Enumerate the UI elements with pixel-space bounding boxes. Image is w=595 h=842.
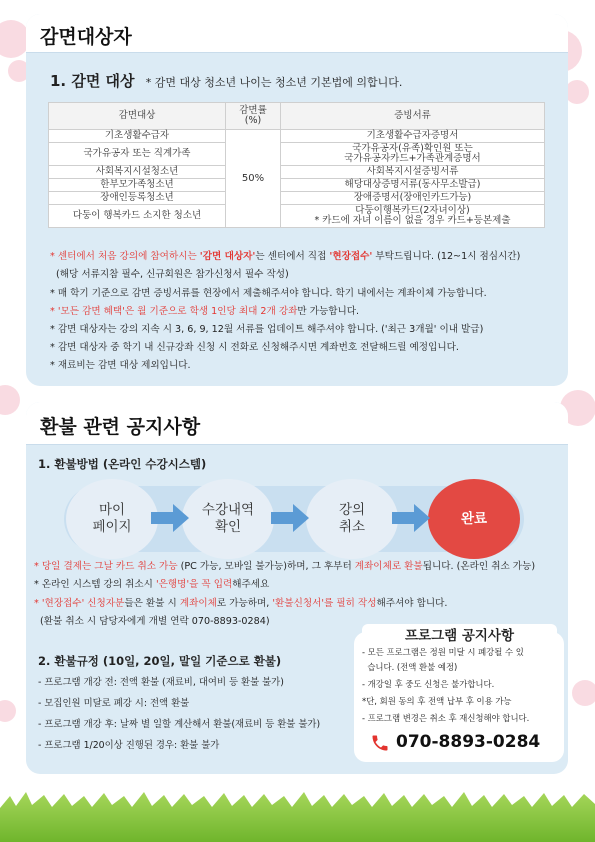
refund-rule: - 프로그램 1/20이상 진행된 경우: 환불 불가	[38, 740, 220, 751]
grass	[0, 790, 595, 842]
deduction-note-1: * 센터에서 처음 강의에 참여하시는 '감면 대상자'는 센터에서 직접 '현장접수' 부탁드립니다. (12~1시 점심시간)	[50, 251, 521, 262]
arrow-right-icon	[151, 504, 189, 532]
rate-cell: 50%	[226, 130, 281, 228]
refund-note-2: * 온라인 시스템 강의 취소시 '은행명'을 꼭 입력해주세요	[34, 579, 270, 590]
arrow-right-icon	[392, 504, 430, 532]
step-complete: 완료	[428, 479, 520, 559]
table-row: 다둥이 행복카드 소지한 청소년 다둥이행복카드(2자녀이상) * 카드에 자녀 이름이 없을 경우 카드+등본제출	[49, 205, 545, 228]
table-header: 증빙서류	[281, 103, 545, 130]
table-row: 한부모가족청소년 해당대상증명서류(동사무소발급)	[49, 179, 545, 192]
deduction-note-1b: (해당 서류지참 필수, 신규회원은 참가신청서 필수 작성)	[56, 269, 289, 280]
deduction-note-5: * 감면 대상자 중 학기 내 신규강좌 신청 시 전화로 신청해주시면 계좌번호 전달해드릴 예정입니다.	[50, 342, 459, 353]
refund-method-heading: 1. 환불방법 (온라인 수강시스템)	[38, 457, 207, 471]
program-notice-item: - 개강일 후 중도 신청은 불가합니다.	[362, 679, 495, 689]
deduction-heading: 1. 감면 대상 * 감면 대상 청소년 나이는 청소년 기본법에 의합니다.	[50, 72, 403, 90]
table-header: 감면률 (%)	[226, 103, 281, 130]
refund-rule: - 프로그램 개강 후: 날짜 별 일할 계산해서 환불(재료비 등 환불 불가)	[38, 719, 321, 730]
program-notice-item: - 모든 프로그램은 정원 미달 시 폐강될 수 있	[362, 647, 524, 657]
refund-rule: - 모집인원 미달로 폐강 시: 전액 환불	[38, 698, 190, 709]
phone-number[interactable]: 070-8893-0284	[396, 732, 541, 752]
arrow-right-icon	[271, 504, 309, 532]
deduction-title-bar	[26, 14, 568, 53]
table-row: 국가유공자 또는 직계가족 국가유공자(유족)확인원 또는 국가유공자카드+가족관계증명서	[49, 143, 545, 166]
program-notice-item: *단, 회원 동의 후 전액 납부 후 이용 가능	[362, 696, 512, 706]
program-notice-title: 프로그램 공지사항	[362, 624, 557, 644]
refund-rule: - 프로그램 개강 전: 전액 환불 (재료비, 대여비 등 환불 불가)	[38, 677, 284, 688]
refund-rules-heading: 2. 환불규정 (10일, 20일, 말일 기준으로 환불)	[38, 654, 282, 668]
deduction-note-4: * 감면 대상자는 강의 지속 시 3, 6, 9, 12월 서류를 업데이트 해주셔야 합니다. ('최근 3개월' 이내 발급)	[50, 324, 484, 335]
deduction-note-6: * 재료비는 감면 대상 제외입니다.	[50, 360, 191, 371]
step-cancel-course: 강의 취소	[306, 479, 398, 559]
refund-note-3: * '현장접수' 신청자분들은 환불 시 계좌이체로 가능하며, '환불신청서'를 필히 작성해주셔야 합니다.	[34, 598, 448, 609]
deduction-note-3: * '모든 감면 혜택'은 월 기준으로 학생 1인당 최대 2개 강좌만 가능합니다.	[50, 306, 360, 317]
section-title: 감면대상자	[40, 26, 132, 48]
deduction-heading-note: * 감면 대상 청소년 나이는 청소년 기본법에 의합니다.	[145, 76, 403, 89]
refund-note-4: (환불 취소 시 담당자에게 개별 연락 070-8893-0284)	[40, 616, 270, 627]
section-title: 환불 관련 공지사항	[40, 416, 201, 438]
program-notice-item: - 프로그램 변경은 취소 후 재신청해야 합니다.	[362, 713, 530, 723]
refund-title-bar	[26, 402, 568, 445]
refund-note-1: * 당일 결제는 그날 카드 취소 가능 (PC 가능, 모바일 불가능)하며, 그 후부터 계좌이체로 환불됩니다. (온라인 취소 가능)	[34, 561, 536, 572]
deduction-note-2: * 매 학기 기준으로 감면 증빙서류를 현장에서 제출해주셔야 합니다. 학기 내에서는 계좌이체 가능합니다.	[50, 288, 487, 299]
deduction-table	[48, 102, 545, 228]
table-row: 장애인등록청소년 장애증명서(장애인카드가능)	[49, 192, 545, 205]
step-my-page: 마이 페이지	[66, 479, 158, 559]
table-row: 기초생활수급자 50% 기초생활수급자증명서	[49, 130, 545, 143]
step-check-enrollment: 수강내역 확인	[182, 479, 274, 559]
program-notice-item: 습니다. (전액 환불 예정)	[362, 662, 458, 672]
phone-icon	[370, 733, 390, 753]
table-header: 감면대상	[49, 103, 226, 130]
table-row: 사회복지시설청소년 사회복지시설증빙서류	[49, 166, 545, 179]
